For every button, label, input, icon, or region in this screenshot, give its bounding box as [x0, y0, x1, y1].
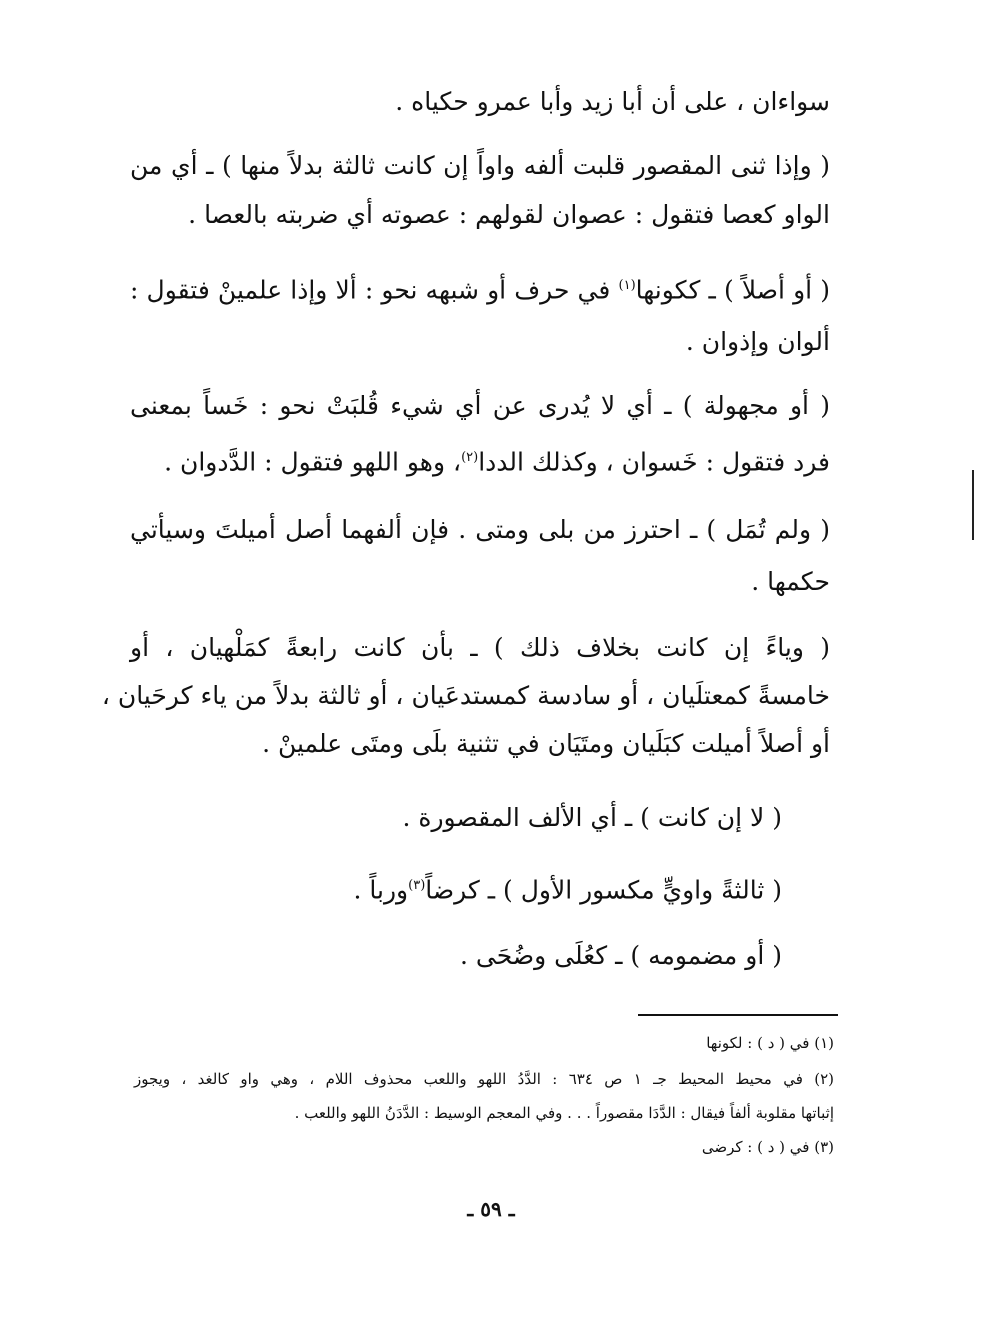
text-line-6: ( أو مجهولة ) ـ أي لا يُدرى عن أي شيء قُلبَتْ نحو : خَساً بمعنى: [130, 391, 830, 420]
text-line-11: خامسةً كمعتلَيان ، أو سادسة كمستدعَيان ، أو ثالثة بدلاً من ياء كرحَيان ،: [101, 681, 830, 710]
page-edge-mark: [972, 470, 974, 540]
text-line-14: ( ثالثةً واويٍّ مكسور الأول ) ـ كرضاً$^{(٣)}$ورباً .: [353, 875, 782, 905]
text-line-4: ( أو أصلاً ) ـ ككونها$^{(١)}$ في حرف أو شبهه نحو : ألا وإذا علمينْ فتقول :: [130, 275, 830, 305]
text-line-10: ( وياءً إن كانت بخلاف ذلك ) ـ بأن كانت رابعةً كمَلْهيان ، أو: [130, 633, 830, 662]
footnote-3: (٣) في ( د ) : كرضى: [701, 1138, 834, 1156]
text-line-8: ( ولم تُمَل ) ـ احترز من بلى ومتى . فإن ألفهما أصل أميلتَ وسيأتي: [130, 515, 830, 544]
text-line-2: ( وإذا ثنى المقصور قلبت ألفه واواً إن كانت ثالثة بدلاً منها ) ـ أي من: [130, 151, 830, 180]
text-line-7: فرد فتقول : خَسوان ، وكذلك الددا$^{(٢)}$، وهو اللهو فتقول : الدَّدوان .: [164, 447, 830, 477]
footnote-ref-2: (٢): [461, 450, 479, 465]
footnote-ref-3: (٣): [408, 878, 426, 893]
text-line-1: سواءان ، على أن أبا زيد وأبا عمرو حكياه .: [395, 87, 830, 116]
footnote-2-cont: إثباتها مقلوبة ألفاً فيقال : الدَّدَا مقصوراً . . . وفي المعجم الوسيط : الدَّدَنُ اللهو واللعب .: [294, 1104, 834, 1122]
page-number: ـ ٥٩ ـ: [467, 1197, 515, 1221]
footnote-ref-1: (١): [618, 278, 636, 293]
footnote-1: (١) في ( د ) : لكونها: [706, 1034, 834, 1052]
footnote-separator: [638, 1014, 838, 1016]
text-line-13: ( لا إن كانت ) ـ أي الألف المقصورة .: [402, 803, 782, 832]
text-line-5: ألوان وإذوان .: [685, 327, 830, 356]
text-line-3: الواو كعصا فتقول : عصوان لقولهم : عصوته أي ضربته بالعصا .: [188, 200, 830, 229]
text-line-15: ( أو مضمومه ) ـ كعُلَى وضُحَى .: [459, 941, 782, 970]
text-line-12: أو أصلاً أميلت كبَلَيان ومتَيَان في تثنية بلَى ومتَى علمينْ .: [262, 729, 830, 758]
footnote-2: (٢) في محيط المحيط جـ ١ ص ٦٣٤ : الدَّدُ اللهو واللعب محذوف اللام ، وهي واو كالغد ، ويجوز: [134, 1070, 834, 1088]
text-line-9: حكمها .: [751, 567, 830, 596]
